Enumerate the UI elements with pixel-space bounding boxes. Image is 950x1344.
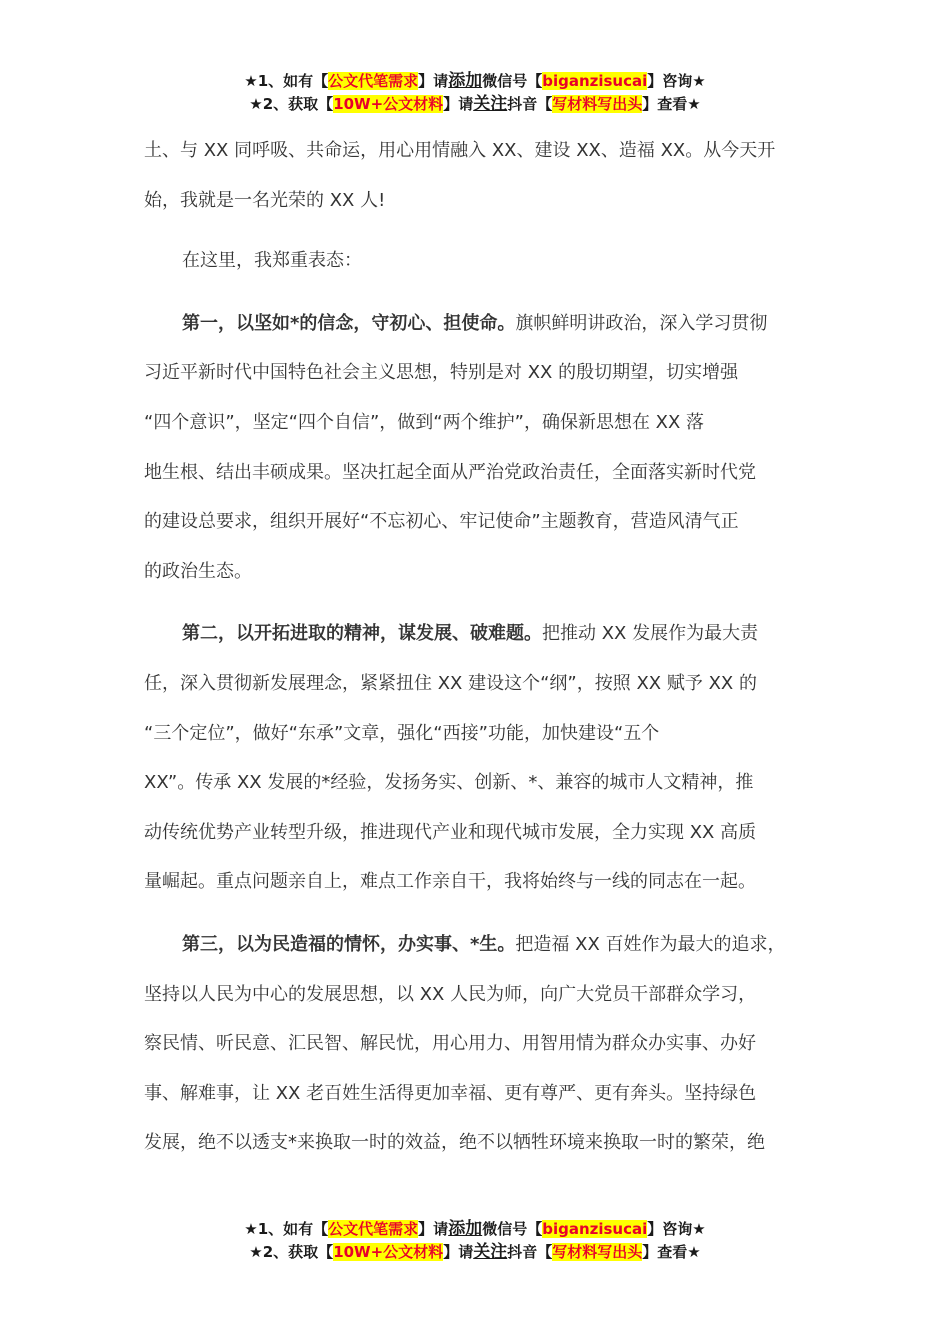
banner-text: ★1、如有【	[244, 1220, 329, 1238]
paragraph-heading: 第二，以开拓进取的精神，谋发展、破难题。	[182, 623, 542, 645]
text-line: 坚持以人民为中心的发展思想，以 XX 人民为师，向广大党员干部群众学习，	[144, 983, 757, 1005]
text-line: 任，深入贯彻新发展理念，紧紧扭住 XX 建设这个“纲”，按照 XX 赋予 XX 的	[144, 672, 757, 694]
text-line: 动传统优势产业转型升级，推进现代产业和现代城市发展，全力实现 XX 高质	[144, 821, 757, 843]
highlight-text: 公文代笔需求	[328, 72, 419, 90]
text-line: 旗帜鲜明讲政治，深入学习贯彻	[515, 312, 768, 334]
text-line: 发展，绝不以透支*来换取一时的效益，绝不以牺牲环境来换取一时的繁荣，绝	[144, 1132, 765, 1154]
text-line: 习近平新时代中国特色社会主义思想，特别是对 XX 的殷切期望，切实增强	[144, 362, 739, 384]
emphasis-text: 添加	[448, 71, 483, 91]
banner-text: 】请	[418, 72, 449, 90]
text-line: 的建设总要求，组织开展好“不忘初心、牢记使命”主题教育，营造风清气正	[144, 511, 739, 533]
paragraph-heading: 第三，以为民造福的情怀，办实事、*生。	[182, 933, 516, 955]
banner-line-1	[0, 1218, 950, 1241]
banner-line-2	[0, 1241, 950, 1264]
text-line: “四个意识”，坚定“四个自信”，做到“两个维护”，确保新思想在 XX 落	[144, 411, 705, 433]
paragraph-first	[144, 299, 824, 597]
emphasis-text: 关注	[473, 1242, 508, 1262]
emphasis-text: 关注	[473, 94, 508, 114]
text-line: XX”。传承 XX 发展的*经验，发扬务实、创新、*、兼容的城市人文精神，推	[144, 772, 754, 794]
paragraph-continuation	[144, 126, 824, 225]
text-line: 事、解难事，让 XX 老百姓生活得更加幸福、更有尊严、更有奔头。坚持绿色	[144, 1082, 757, 1104]
banner-line-2	[0, 93, 950, 116]
banner-text: 】请	[418, 1220, 449, 1238]
text-line: 地生根、结出丰硕成果。坚决扛起全面从严治党政治责任，全面落实新时代党	[144, 461, 756, 483]
banner-text: 】查看★	[642, 1243, 701, 1261]
footer-banner	[0, 1218, 950, 1264]
highlight-text: biganzisucai	[542, 72, 648, 90]
banner-text: 微信号【	[482, 72, 543, 90]
banner-text: 】查看★	[642, 95, 701, 113]
highlight-text: 公文代笔需求	[328, 1220, 419, 1238]
paragraph-statement	[144, 236, 824, 286]
text-line: 把造福 XX 百姓作为最大的追求，	[515, 933, 786, 955]
text-line: 土、与 XX 同呼吸、共命运，用心用情融入 XX、建设 XX、造福 XX。从今天开	[144, 140, 776, 161]
text-line: 察民情、听民意、汇民智、解民忧，用心用力、用智用情为群众办实事、办好	[144, 1033, 756, 1055]
banner-text: 微信号【	[482, 1220, 543, 1238]
highlight-text: 10W+公文材料	[333, 95, 444, 113]
highlight-text: biganzisucai	[542, 1220, 648, 1238]
text-line: 的政治生态。	[144, 560, 252, 582]
banner-text: 】咨询★	[647, 72, 706, 90]
paragraph-second	[144, 609, 824, 907]
text-line: 始，我就是一名光荣的 XX 人!	[144, 189, 386, 211]
header-banner	[0, 70, 950, 116]
banner-text: ★2、获取【	[249, 1243, 334, 1261]
paragraph-third	[144, 920, 824, 1168]
banner-text: ★1、如有【	[244, 72, 329, 90]
banner-text: 】请	[443, 1243, 474, 1261]
banner-text: 抖音【	[507, 95, 553, 113]
highlight-text: 写材料写出头	[552, 1243, 643, 1261]
banner-text: 】咨询★	[647, 1220, 706, 1238]
banner-text: 】请	[443, 95, 474, 113]
banner-text: 抖音【	[507, 1243, 553, 1261]
text-line: “三个定位”，做好“东承”文章，强化“西接”功能，加快建设“五个	[144, 722, 660, 744]
paragraph-heading: 第一，以坚如*的信念，守初心、担使命。	[182, 312, 516, 334]
text-line: 在这里，我郑重表态：	[182, 250, 362, 272]
banner-line-1	[0, 70, 950, 93]
text-line: 把推动 XX 发展作为最大责	[542, 623, 759, 645]
banner-text: ★2、获取【	[249, 95, 334, 113]
highlight-text: 写材料写出头	[552, 95, 643, 113]
emphasis-text: 添加	[448, 1219, 483, 1239]
highlight-text: 10W+公文材料	[333, 1243, 444, 1261]
document-body	[144, 126, 824, 1168]
text-line: 量崛起。重点问题亲自上，难点工作亲自干，我将始终与一线的同志在一起。	[144, 871, 756, 893]
